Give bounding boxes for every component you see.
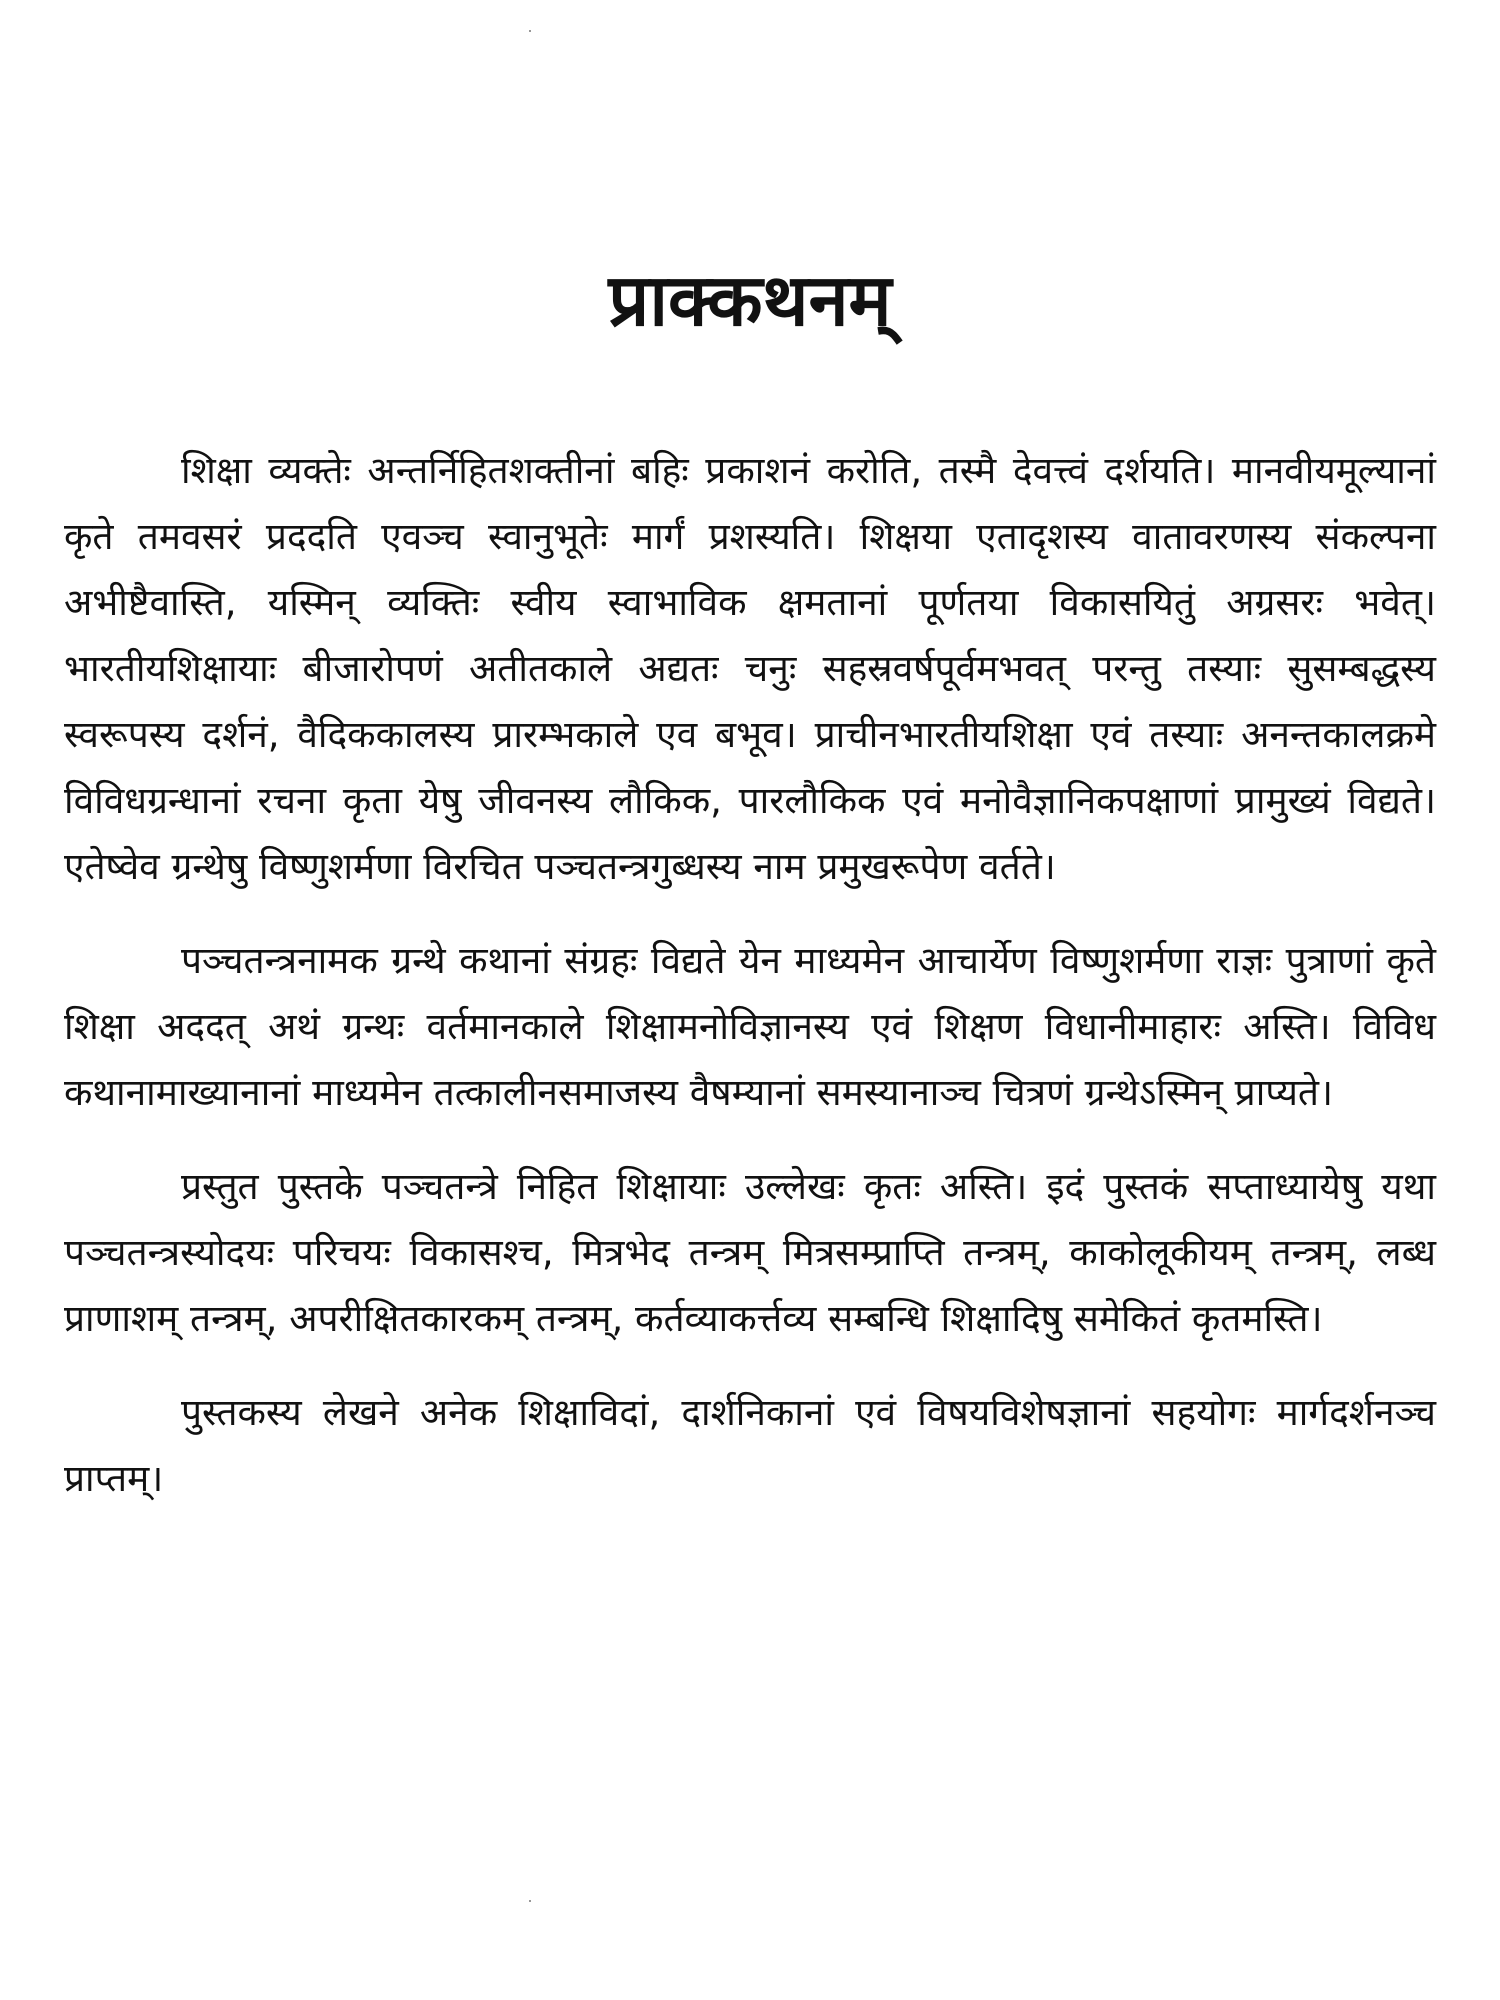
scan-speck xyxy=(529,30,531,32)
body-text xyxy=(64,438,1436,1540)
paragraph-2: पञ्चतन्त्रनामक ग्रन्थे कथानां संग्रहः विद्यते येन माध्यमेन आचार्येण विष्णुशर्मणा राज्ञः पुत्राणां कृते शिक्षा अददत् अथं ग्रन्थः वर्तमानकाले शिक्षामनोविज्ञानस्य एवं शिक्षण विधानीमाहारः अस्ति। विविध कथानामाख्यानानां माध्यमेन तत्कालीनसमाजस्य वैषम्यानां समस्यानाञ्च चित्रणं ग्रन्थेऽस्मिन् प्राप्यते। xyxy=(64,939,1436,1114)
paragraph-1: शिक्षा व्यक्तेः अन्तर्निहितशक्तीनां बहिः प्रकाशनं करोति, तस्मै देवत्त्वं दर्शयति। मानवीयमूल्यानां कृते तमवसरं प्रददति एवञ्च स्वानुभूतेः मार्गं प्रशस्यति। शिक्षया एतादृशस्य वातावरणस्य संकल्पना अभीष्टैवास्ति, यस्मिन् व्यक्तिः स्वीय स्वाभाविक क्षमतानां पूर्णतया विकासयितुं अग्रसरः भवेत्। भारतीयशिक्षायाः बीजारोपणं अतीतकाले अद्यतः चनुः सहस्रवर्षपूर्वमभवत् परन्तु तस्याः सुसम्बद्धस्य स्वरूपस्य दर्शनं, वैदिककालस्य प्रारम्भकाले एव बभूव। प्राचीनभारतीयशिक्षा एवं तस्याः अनन्तकालक्रमे विविधग्रन्धानां रचना कृता येषु जीवनस्य लौकिक, पारलौकिक एवं मनोवैज्ञानिकपक्षाणां प्रामुख्यं विद्यते। एतेष्वेव ग्रन्थेषु विष्णुशर्मणा विरचित पञ्चतन्त्रगुब्धस्य नाम प्रमुखरूपेण वर्तते। xyxy=(64,449,1436,888)
scan-speck xyxy=(529,1900,531,1902)
paragraph-3: प्रस्तुत पुस्तके पञ्चतन्त्रे निहित शिक्षायाः उल्लेखः कृतः अस्ति। इदं पुस्तकं सप्ताध्यायेषु यथा पञ्चतन्त्रस्योदयः परिचयः विकासश्च, मित्रभेद तन्त्रम् मित्रसम्प्राप्ति तन्त्रम्, काकोलूकीयम् तन्त्रम्, लब्ध प्राणाशम् तन्त्रम्, अपरीक्षितकारकम् तन्त्रम्, कर्तव्याकर्त्तव्य सम्बन्धि शिक्षादिषु समेकितं कृतमस्ति। xyxy=(64,1165,1436,1340)
page-title: प्राक्कथनम् xyxy=(608,258,892,342)
paragraph-4: पुस्तकस्य लेखने अनेक शिक्षाविदां, दार्शनिकानां एवं विषयविशेषज्ञानां सहयोगः मार्गदर्शनञ्च प्राप्तम्। xyxy=(64,1391,1436,1500)
